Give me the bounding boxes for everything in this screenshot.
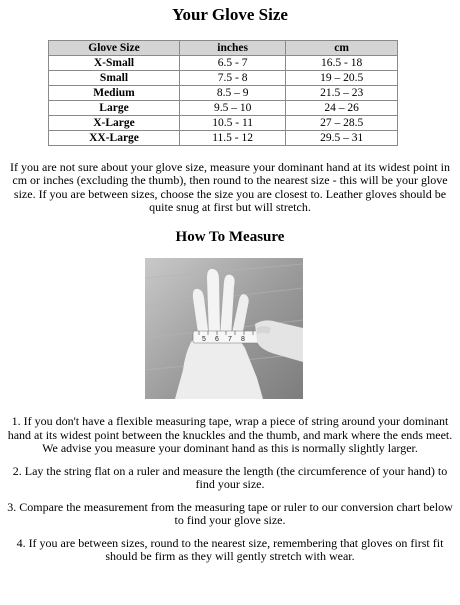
table-header-row	[49, 41, 398, 56]
cm-cell: 19 – 20.5	[286, 71, 398, 86]
table-row	[49, 71, 398, 86]
inches-cell: 10.5 - 11	[179, 116, 285, 131]
step-2: 2. Lay the string flat on a ruler and measure the length (the circumference of your hand) to find your size.	[12, 463, 448, 491]
tape-number: 7	[228, 336, 232, 343]
cm-cell: 16.5 - 18	[286, 56, 398, 71]
hand-measuring-photo	[145, 258, 303, 399]
inches-cell: 9.5 – 10	[179, 101, 285, 116]
inches-cell: 6.5 - 7	[179, 56, 285, 71]
table-row	[49, 56, 398, 71]
step-4: 4. If you are between sizes, round to the nearest size, remembering that gloves on first fit should be firm as they will gently stretch with wear.	[16, 535, 444, 563]
table-row	[49, 131, 398, 146]
page-title: Your Glove Size	[172, 5, 288, 24]
section-heading: How To Measure	[175, 229, 285, 245]
step-3: 3. Compare the measurement from the measuring tape or ruler to our conversion chart below to find your glove size.	[7, 499, 453, 527]
inches-cell: 7.5 - 8	[179, 71, 285, 86]
cm-cell: 21.5 – 23	[286, 86, 398, 101]
cm-cell: 27 – 28.5	[286, 116, 398, 131]
table-row	[49, 116, 398, 131]
size-cell: X-Small	[49, 56, 180, 71]
column-header: cm	[286, 41, 398, 56]
tape-number: 6	[215, 336, 219, 343]
inches-cell: 8.5 – 9	[179, 86, 285, 101]
size-cell: XX-Large	[49, 131, 180, 146]
glove-size-table	[48, 40, 398, 146]
step-1: 1. If you don't have a flexible measuring tape, wrap a piece of string around your dominant hand at its widest point between the knuckles and the thumb, and mark where the ends meet. We advise you measure your dominant hand as this is normally slightly larger.	[7, 414, 453, 455]
tape-number: 5	[202, 336, 206, 343]
column-header: inches	[179, 41, 285, 56]
instructions	[6, 415, 454, 573]
table-row	[49, 86, 398, 101]
intro-paragraph: If you are not sure about your glove size, measure your dominant hand at its widest point in cm or inches (excluding the thumb), then round to the nearest size - this will be your glove size. If you are between sizes, choose the size you are closest to. Leather gloves should be quite snug at first but will stretch.	[10, 160, 450, 214]
table-row	[49, 101, 398, 116]
size-cell: Small	[49, 71, 180, 86]
inches-cell: 11.5 - 12	[179, 131, 285, 146]
cm-cell: 24 – 26	[286, 101, 398, 116]
column-header: Glove Size	[49, 41, 180, 56]
size-cell: Large	[49, 101, 180, 116]
size-cell: X-Large	[49, 116, 180, 131]
cm-cell: 29.5 – 31	[286, 131, 398, 146]
tape-number: 8	[241, 336, 245, 343]
size-cell: Medium	[49, 86, 180, 101]
